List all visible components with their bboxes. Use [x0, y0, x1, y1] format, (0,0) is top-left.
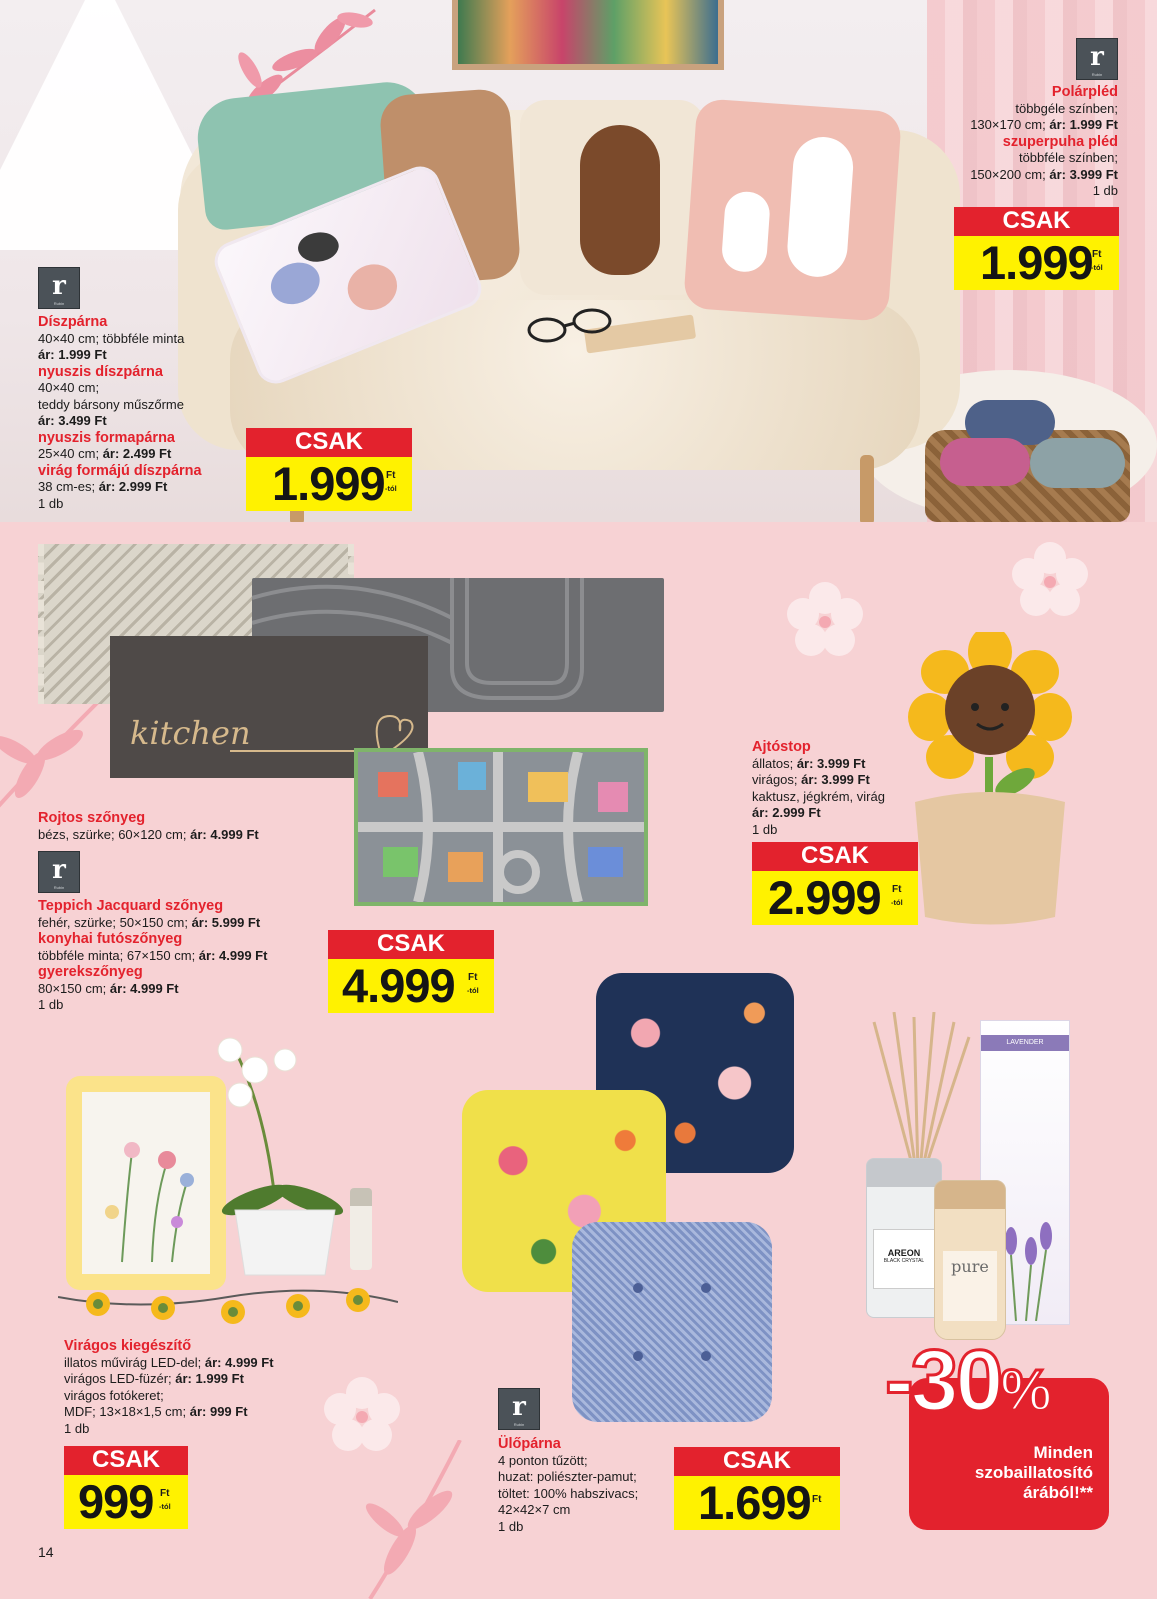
road-map-icon: [358, 752, 644, 902]
discount-badge: [885, 1333, 1123, 1530]
price-tag-plaid: CSAK 1.999 Ft -tól: [954, 207, 1119, 290]
sofa-leg: [860, 455, 874, 522]
led-flower-garland-icon: [58, 1282, 398, 1342]
floral-painting: [452, 0, 724, 70]
brand-logo: r Rubin: [1076, 38, 1118, 80]
price-tag-floral: CSAK 999 Ft -tól: [64, 1446, 188, 1529]
areon-label: AREON BLACK CRYSTAL: [873, 1229, 935, 1289]
kids-road-rug: [354, 748, 648, 906]
price-tag-seat-cushion: CSAK 1.699 Ft: [674, 1447, 840, 1530]
rolled-blanket-pink: [940, 438, 1030, 486]
perfume-bottle: [350, 1188, 372, 1270]
plaid-description: Polárpléd többgéle színben; 130×170 cm; ár: 1.999 Ft szuperpuha pléd többféle színben; 150×200 cm; ár: 3.999 Ft 1 db: [970, 84, 1118, 198]
wildflower-drawing-icon: [82, 1092, 210, 1274]
pure-diffuser-bottle: [934, 1180, 1006, 1340]
white-flower-icon: [785, 580, 865, 660]
discount-note: Minden szobaillatosító árából!**: [974, 1443, 1093, 1502]
pure-label: pure: [943, 1251, 997, 1321]
doorstop-description: Ajtóstop állatos; ár: 3.999 Ft virágos; ár: 3.999 Ft kaktusz, jégkrém, virág ár: 2.999 Ft 1 db: [752, 739, 885, 837]
price-tag-doorstop: CSAK 2.999 Ft -tól: [752, 842, 918, 925]
tufting-icon: [572, 1222, 772, 1422]
botanical-print: [82, 1092, 210, 1274]
brand-logo: r Rubin: [498, 1388, 540, 1430]
rugs-description-1: Rojtos szőnyeg bézs, szürke; 60×120 cm; ár: 4.999 Ft: [38, 810, 259, 842]
pillows-description: Díszpárna 40×40 cm; többféle minta ár: 1.999 Ft nyuszis díszpárna 40×40 cm; teddy bársony műszőrme ár: 3.499 Ft nyuszis formapárna 25×40 cm; ár: 2.499 Ft virág formájú díszpárna 38 cm-es; ár: 2.999 Ft 1 db: [38, 314, 202, 511]
price-tag-rugs: CSAK 4.999 Ft -tól: [328, 930, 494, 1013]
pink-leaf-decoration-icon: [0, 690, 110, 820]
lavender-box-label: LAVENDER: [981, 1035, 1069, 1051]
price-tag-pillows: CSAK 1.999 Ft -tól: [246, 428, 412, 511]
discount-percent: -30%: [885, 1333, 1049, 1429]
yellow-photo-frame: [66, 1076, 226, 1290]
blue-seat-cushion: [572, 1222, 772, 1422]
areon-diffuser-bottle: [866, 1158, 942, 1318]
rugs-description-2: Teppich Jacquard szőnyeg fehér, szürke; 50×150 cm; ár: 5.999 Ft konyhai futószőnyeg többféle minta; 67×150 cm; ár: 4.999 Ft gyerekszőnyeg 80×150 cm; ár: 4.999 Ft 1 db: [38, 898, 268, 1012]
pink-leaf-decoration-icon: [350, 1440, 480, 1599]
rolled-blanket-grey: [1030, 438, 1125, 488]
brand-logo: r Rubin: [38, 267, 80, 309]
brand-logo: r Rubin: [38, 851, 80, 893]
seat-cushion-description: Ülőpárna 4 ponton tűzött; huzat: poliészter-pamut; töltet: 100% habszivacs; 42×42×7 cm 1 db: [498, 1436, 639, 1534]
reed-sticks-icon: [864, 1012, 974, 1172]
floral-description: Virágos kiegészítő illatos művirág LED-del; ár: 4.999 Ft virágos LED-füzér; ár: 1.999 Ft virágos fotókeret; MDF; 13×18×1,5 cm; ár: 999 Ft 1 db: [64, 1338, 274, 1436]
brown-bunny-pillow: [520, 100, 705, 295]
glasses-icon: [512, 306, 622, 346]
kitchen-script: kitchen: [130, 714, 251, 752]
page-number: 14: [38, 1544, 54, 1560]
pink-bunny-pillow: [683, 98, 902, 322]
white-flower-icon: [1010, 540, 1090, 620]
